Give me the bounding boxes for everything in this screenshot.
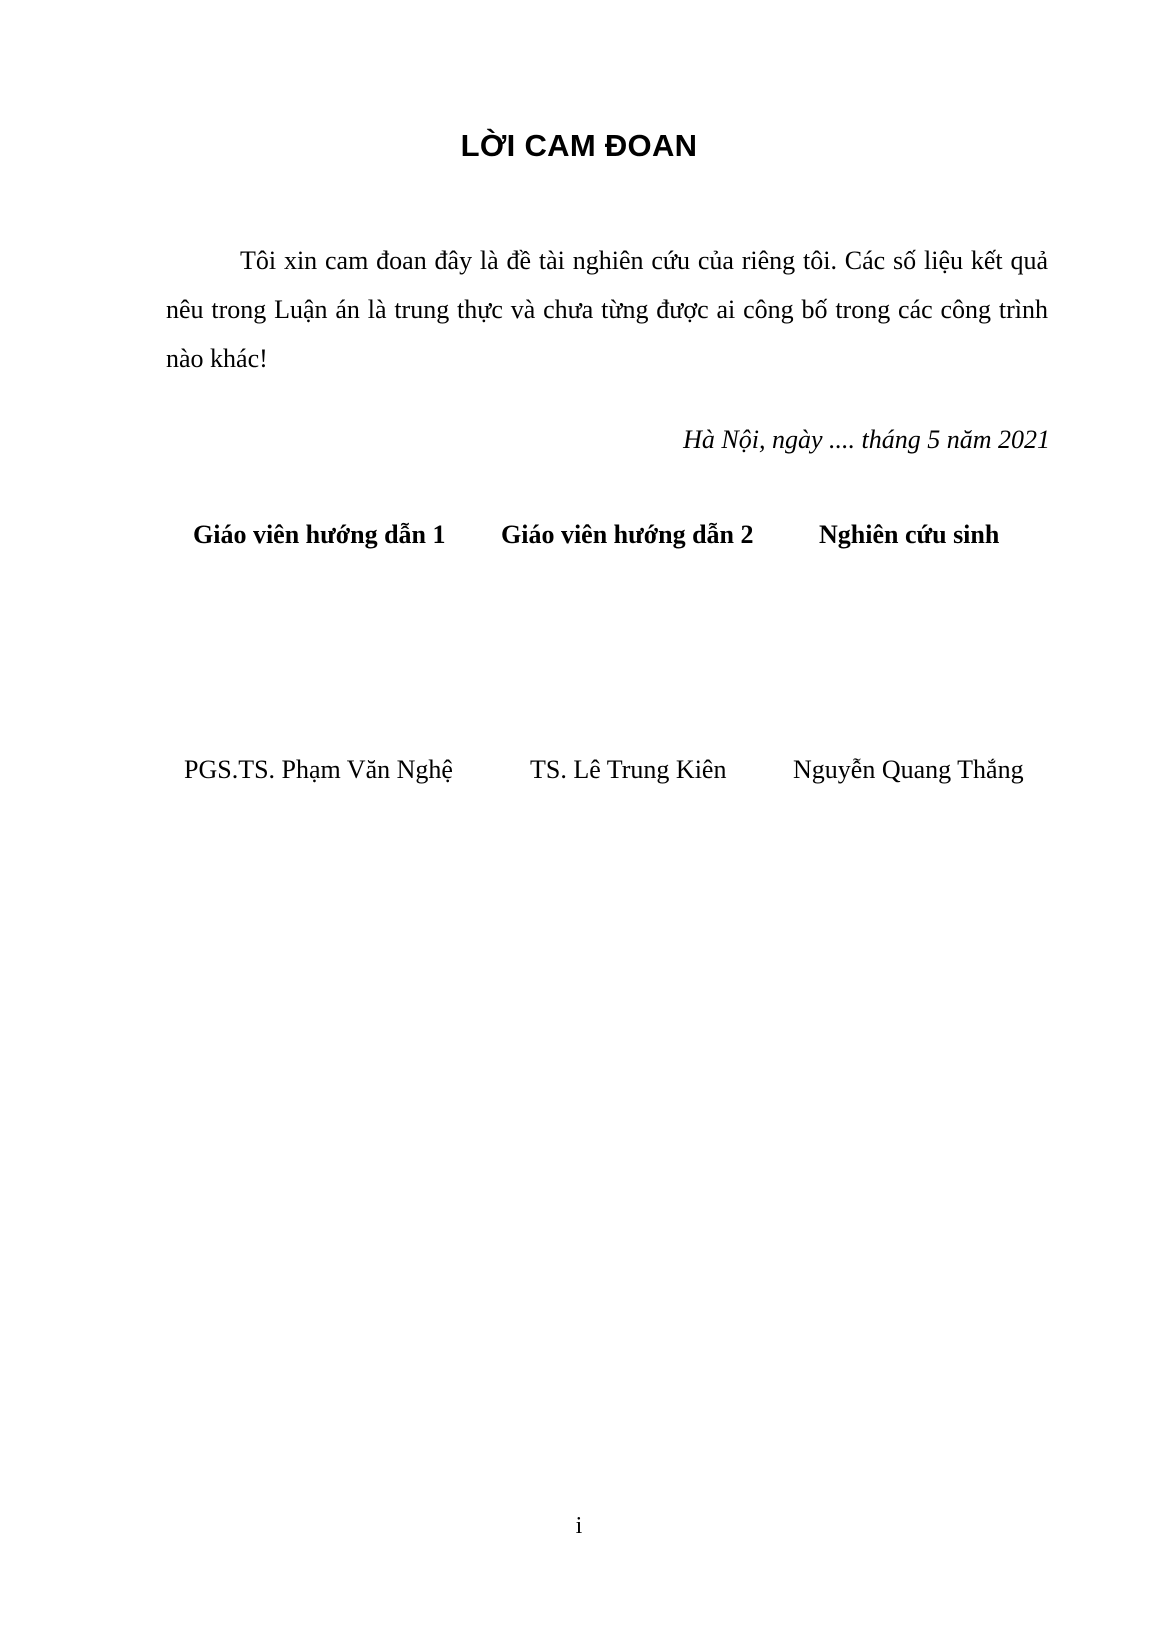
place-date-line: Hà Nội, ngày .... tháng 5 năm 2021 <box>683 425 1050 454</box>
page-number: i <box>575 1513 583 1539</box>
page-title: LỜI CAM ĐOAN <box>460 128 698 163</box>
signatory-role-candidate: Nghiên cứu sinh <box>819 520 1000 549</box>
signatory-name-advisor-1: PGS.TS. Phạm Văn Nghệ <box>184 755 453 784</box>
signatory-name-advisor-2: TS. Lê Trung Kiên <box>530 755 727 784</box>
signatory-name-candidate: Nguyễn Quang Thắng <box>793 755 1024 784</box>
signatory-role-advisor-1: Giáo viên hướng dẫn 1 <box>193 520 446 549</box>
signatory-role-advisor-2: Giáo viên hướng dẫn 2 <box>501 520 754 549</box>
declaration-paragraph: Tôi xin cam đoan đây là đề tài nghiên cứu của riêng tôi. Các số liệu kết quả nêu trong Luận án là trung thực và chưa từng được ai công bố trong các công trình nào khác! <box>166 246 1048 373</box>
